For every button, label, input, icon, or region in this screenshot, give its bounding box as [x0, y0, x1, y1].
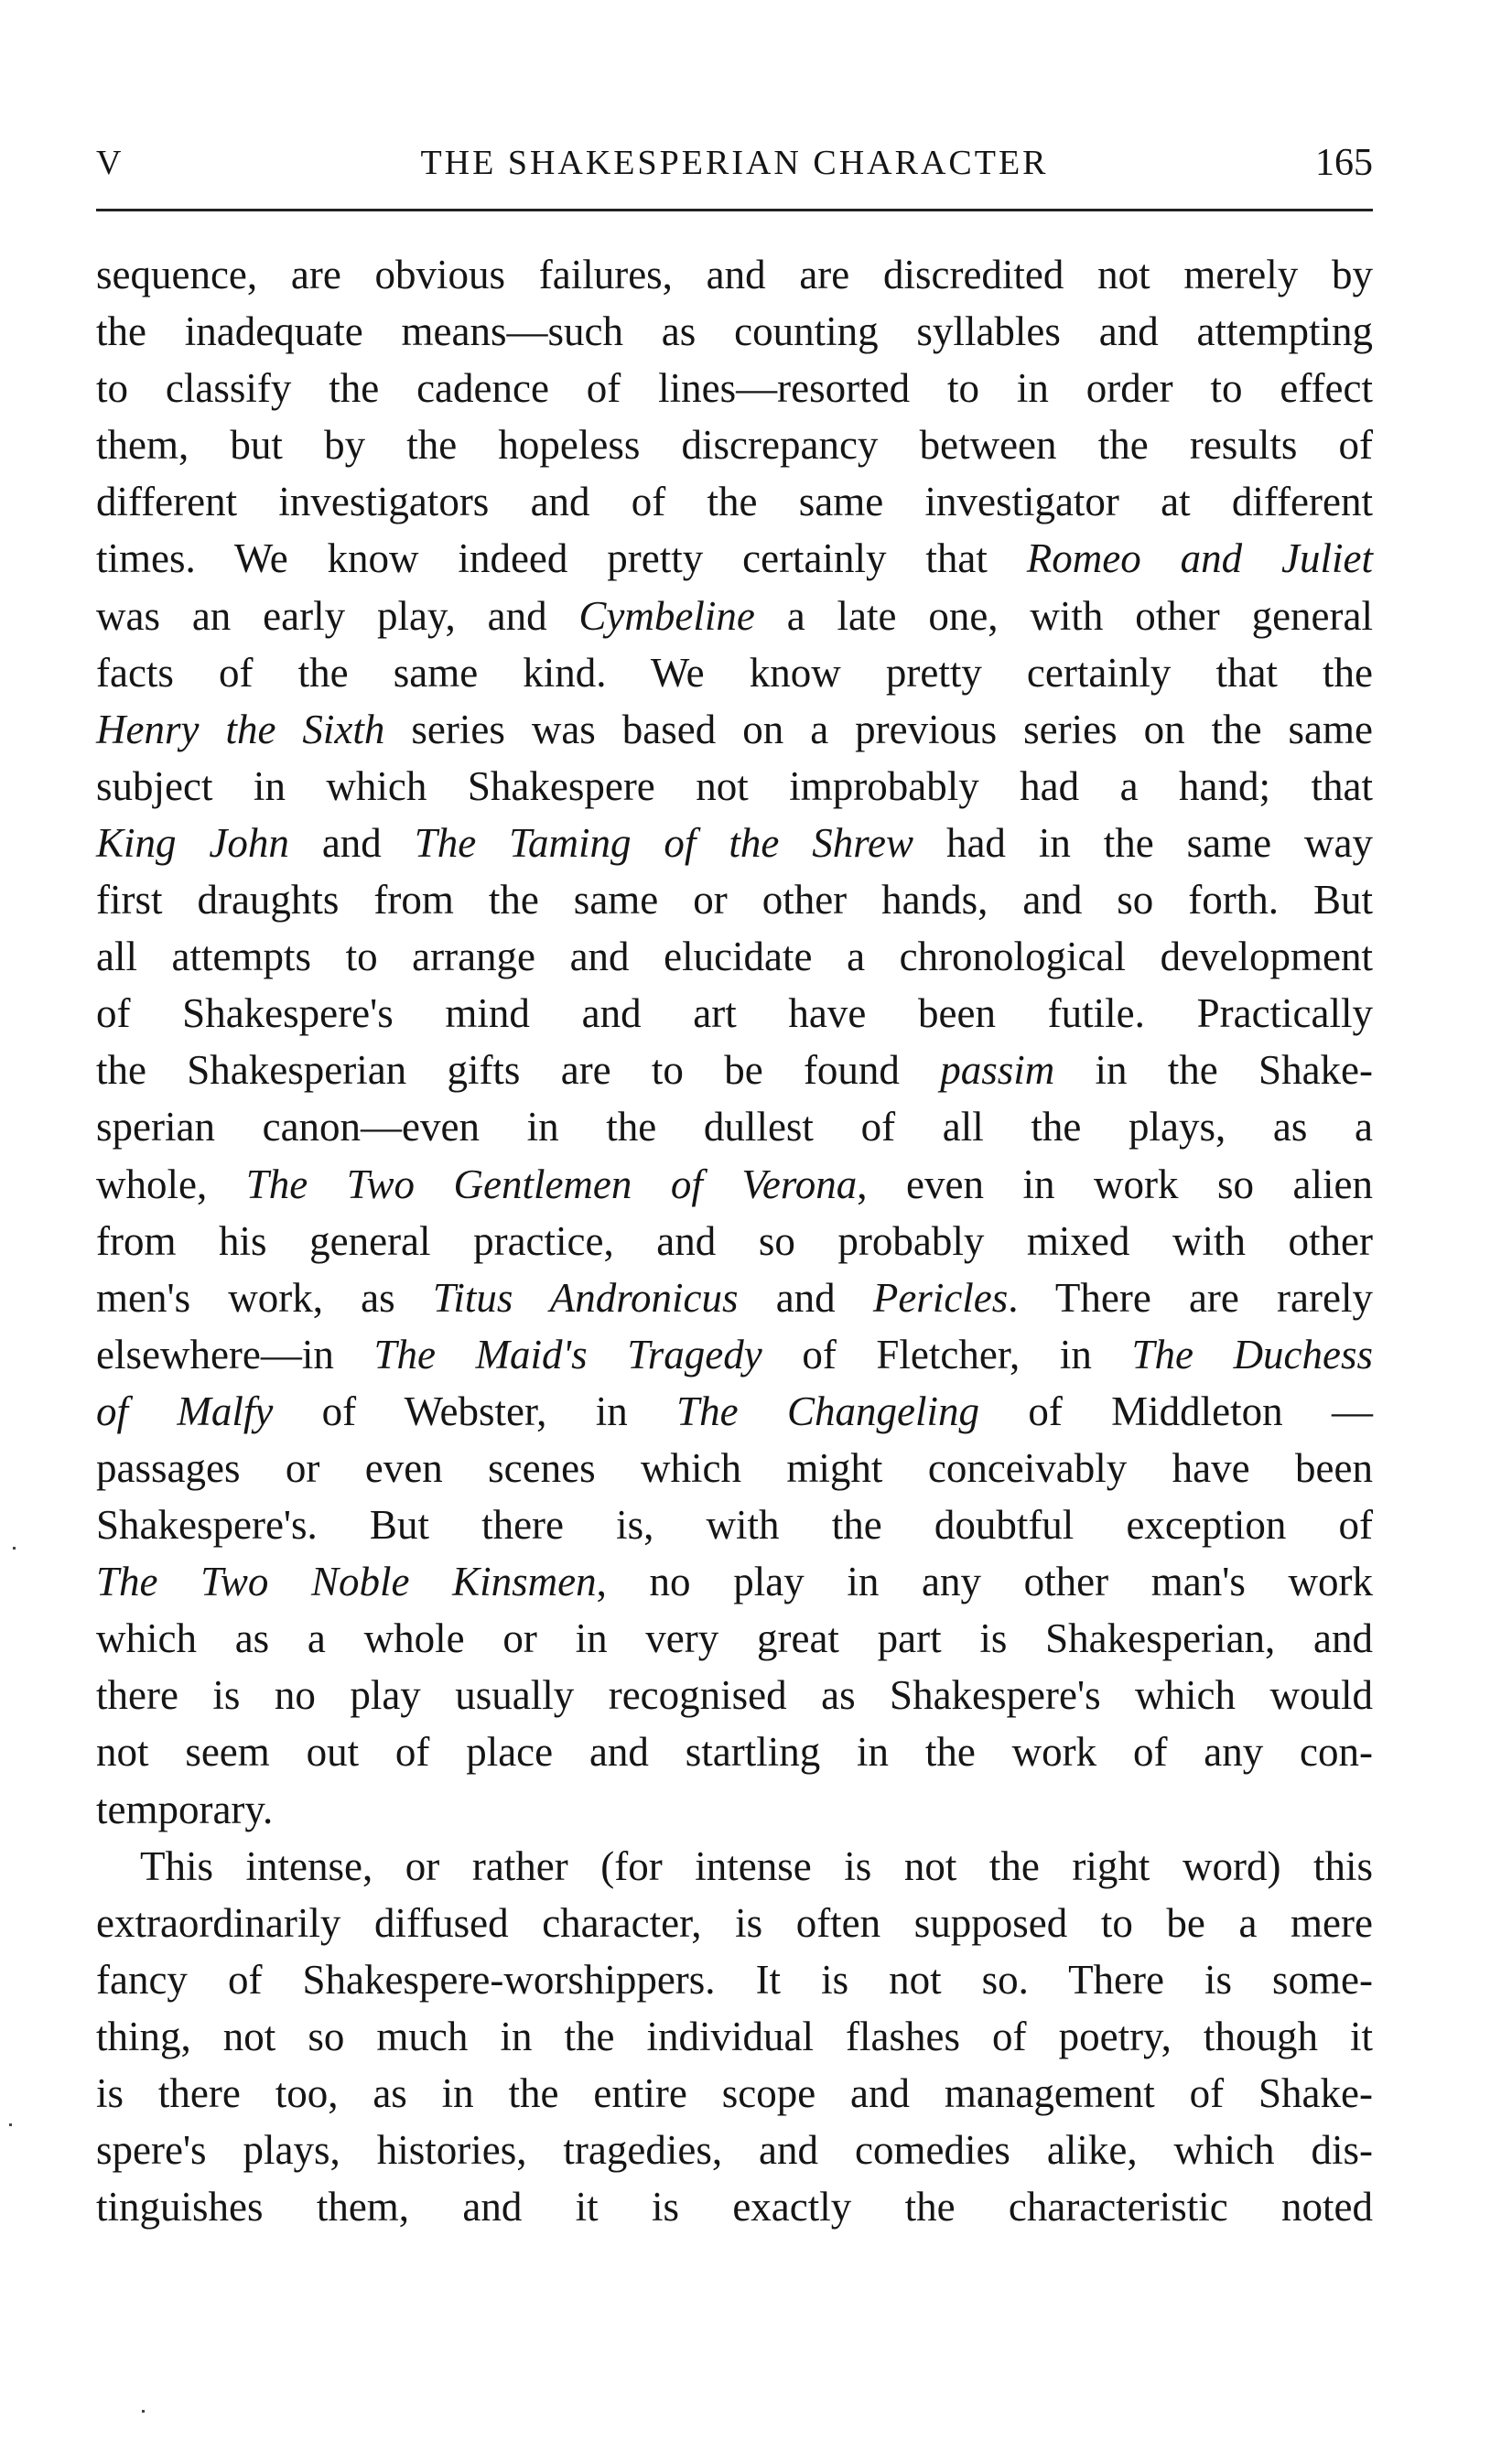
text-line [96, 815, 1373, 871]
text-segment: of Webster, in [273, 1388, 677, 1434]
text-line [96, 2008, 1373, 2065]
italic-title: Titus Andronicus [432, 1274, 739, 1321]
text-line [96, 1098, 1373, 1155]
running-title: THE SHAKESPERIAN CHARACTER [420, 144, 1049, 182]
text-segment: of Middleton — [978, 1388, 1373, 1434]
text-line [96, 644, 1373, 701]
text-segment: first draughts from the same or other hands, and so forth. But [96, 877, 1373, 924]
text-line [96, 1213, 1373, 1269]
text-line [96, 1610, 1373, 1667]
text-line [96, 1781, 1373, 1838]
text-segment: elsewhere—in [96, 1331, 374, 1377]
text-line [96, 416, 1373, 473]
text-line [96, 1895, 1373, 1951]
text-line [96, 1042, 1373, 1098]
text-segment: all attempts to arrange and elucidate a chronological development [96, 934, 1373, 980]
text-line [96, 2122, 1373, 2178]
italic-title: passim [940, 1047, 1055, 1094]
italic-title: The Taming of the Shrew [414, 819, 914, 866]
text-segment: them, but by the hopeless discrepancy between the results of [96, 422, 1373, 469]
text-segment: sequence, are obvious failures, and are discredited not merely by [96, 252, 1373, 297]
text-line [96, 1496, 1373, 1553]
text-line [96, 928, 1373, 985]
text-segment: , no play in any other man's work [596, 1559, 1373, 1605]
text-line [96, 758, 1373, 815]
running-header [96, 137, 1373, 189]
text-segment: and [738, 1274, 873, 1321]
italic-title: of Malfy [96, 1388, 274, 1434]
text-segment: This intense, or rather (for intense is not the right word) this [140, 1842, 1373, 1889]
italic-title: The Maid's Tragedy [373, 1331, 762, 1377]
text-segment: thing, not so much in the individual flashes of poetry, though it [96, 2013, 1373, 2059]
text-line [96, 360, 1373, 416]
text-segment: spere's plays, histories, tragedies, and comedies alike, which dis- [96, 2127, 1373, 2174]
text-line [96, 1440, 1373, 1496]
text-line [96, 1951, 1373, 2008]
text-segment: of Fletcher, in [761, 1331, 1132, 1377]
text-line [96, 701, 1373, 758]
text-segment: which as a whole or in very great part is Shakesperian, and [96, 1615, 1373, 1662]
text-segment: fancy of Shakespere-worshippers. It is not so. There is some- [96, 1956, 1373, 2003]
margin-speck [9, 2123, 12, 2126]
italic-title: The Two Noble Kinsmen [96, 1559, 597, 1605]
text-line [96, 1838, 1373, 1895]
italic-title: The Two Gentlemen of Verona [245, 1161, 858, 1207]
text-line [96, 303, 1373, 360]
italic-title: Romeo and Juliet [1026, 535, 1373, 582]
italic-title: Henry the Sixth [96, 706, 385, 752]
text-segment: the inadequate means—such as counting syllables and attempting [96, 308, 1373, 355]
text-segment: series was based on a previous series on the same [384, 706, 1373, 752]
text-segment: . There are rarely [1008, 1274, 1373, 1321]
text-line [96, 1156, 1373, 1213]
text-line [96, 2065, 1373, 2122]
text-line [96, 588, 1373, 644]
text-segment: the Shakesperian gifts are to be found [96, 1047, 941, 1094]
text-line [96, 1723, 1373, 1780]
text-line [96, 1383, 1373, 1440]
text-segment: tinguishes them, and it is exactly the characteristic noted [96, 2184, 1373, 2231]
text-segment: and [288, 819, 415, 866]
text-segment: subject in which Shakespere not improbably had a hand; that [96, 762, 1373, 809]
italic-title: The Changeling [676, 1388, 979, 1434]
page-number: 165 [1315, 142, 1373, 184]
header-rule [96, 209, 1373, 211]
chapter-number: V [96, 144, 122, 182]
italic-title: Cymbeline [578, 592, 755, 639]
text-segment: Shakespere's. But there is, with the doubtful exception of [96, 1502, 1373, 1549]
italic-title: The Duchess [1131, 1331, 1373, 1377]
margin-speck [142, 2410, 145, 2413]
italic-title: King John [96, 819, 289, 866]
text-segment: was an early play, and [96, 592, 579, 639]
body-text [96, 246, 1373, 2235]
text-segment: not seem out of place and startling in the work of any con- [96, 1729, 1373, 1776]
text-segment: in the Shake- [1054, 1047, 1374, 1094]
text-segment: is there too, as in the entire scope and management of Shake- [96, 2070, 1373, 2116]
text-segment: whole, [96, 1161, 246, 1207]
text-segment: there is no play usually recognised as Shakespere's which would [96, 1672, 1373, 1719]
text-line [96, 1553, 1373, 1610]
text-segment: extraordinarily diffused character, is often supposed to be a mere [96, 1899, 1373, 1946]
text-segment: to classify the cadence of lines—resorted to in order to effect [96, 365, 1373, 412]
text-line [96, 2178, 1373, 2235]
text-segment: passages or even scenes which might conceivably have been [96, 1444, 1373, 1491]
text-segment: men's work, as [96, 1274, 433, 1321]
text-line [96, 1326, 1373, 1383]
text-line [96, 246, 1373, 303]
text-line [96, 1667, 1373, 1723]
text-segment: facts of the same kind. We know pretty certainly that the [96, 649, 1373, 696]
text-segment: from his general practice, and so probably mixed with other [96, 1217, 1373, 1264]
text-line [96, 985, 1373, 1042]
text-line [96, 530, 1373, 587]
text-segment: a late one, with other general [754, 592, 1373, 639]
text-segment: times. We know indeed pretty certainly that [96, 535, 1027, 582]
text-segment: different investigators and of the same investigator at different [96, 479, 1373, 525]
text-line [96, 871, 1373, 928]
text-segment: temporary. [96, 1786, 274, 1832]
text-segment: had in the same way [913, 819, 1373, 866]
text-line [96, 473, 1373, 530]
italic-title: Pericles [872, 1274, 1009, 1321]
margin-speck [13, 1547, 16, 1550]
text-segment: of Shakespere's mind and art have been futile. Practically [96, 990, 1373, 1037]
text-segment: , even in work so alien [857, 1161, 1373, 1207]
text-line [96, 1269, 1373, 1326]
text-segment: sperian canon—even in the dullest of all the plays, as a [96, 1104, 1373, 1150]
